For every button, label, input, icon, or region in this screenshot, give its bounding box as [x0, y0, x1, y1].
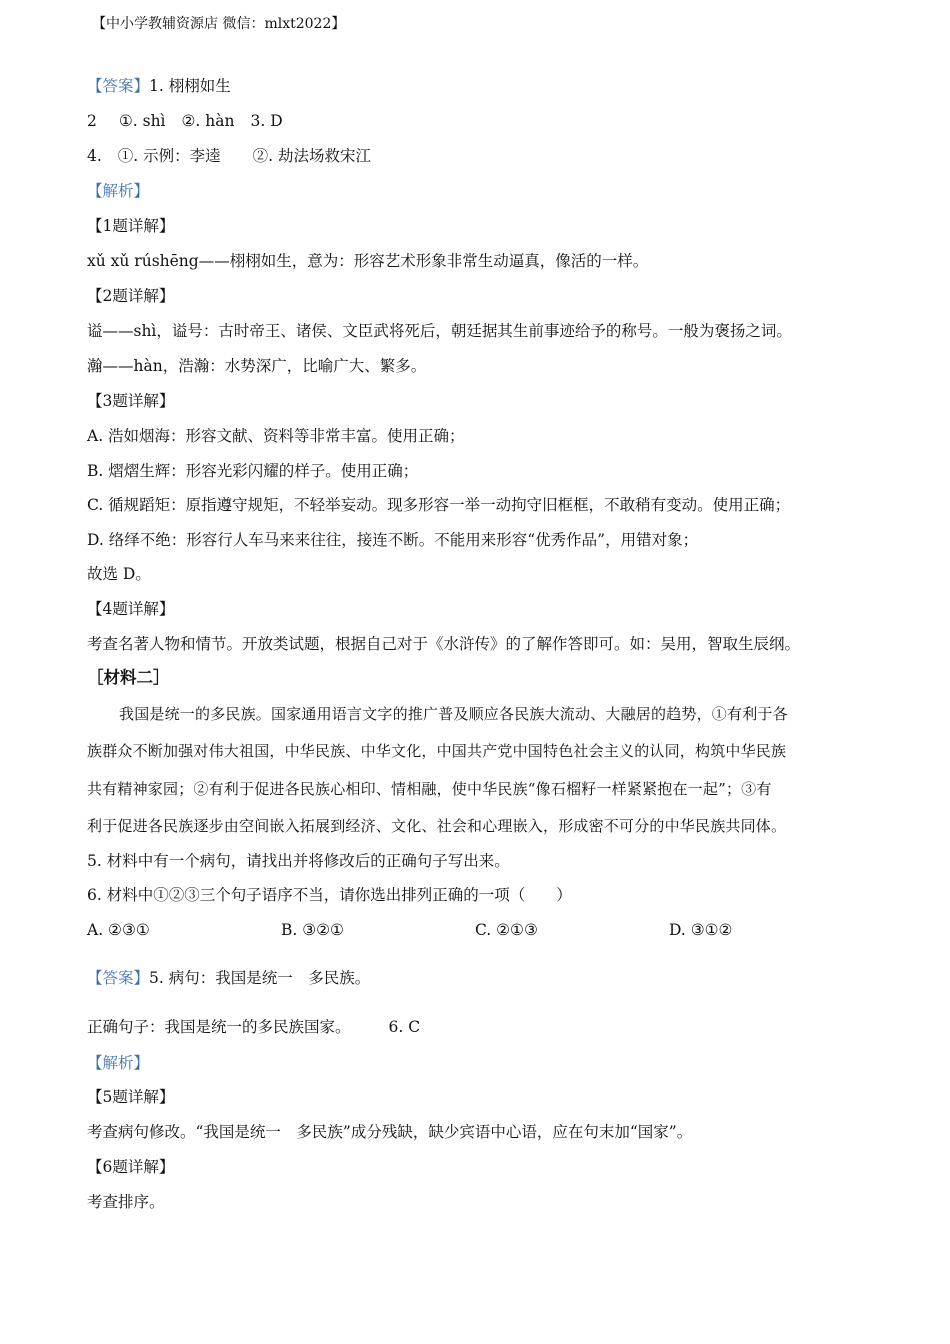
- q3-choice: 故选 D。: [87, 565, 151, 583]
- q2-title: 【2题详解】: [87, 287, 175, 305]
- answer-row-4: [87, 146, 371, 166]
- q3-option-a: A. 浩如烟海：形容文献、资料等非常丰富。使用正确；: [87, 427, 465, 445]
- q2-text-1: 谥——shì，谥号：古时帝王、诸侯、文臣武将死后，朝廷据其生前事迹给予的称号。一般为褒扬之词。: [87, 322, 792, 340]
- option-c: C. ②①③: [475, 921, 538, 939]
- answer-2b: ②. hàn: [181, 112, 235, 130]
- q6-title: 【6题详解】: [87, 1158, 175, 1176]
- answer-tag-2: 【答案】: [87, 969, 150, 987]
- question-6: 6. 材料中①②③三个句子语序不当，请你选出排列正确的一项（ ）: [87, 886, 572, 904]
- answer-tag: 【答案】: [87, 77, 150, 95]
- answer-4a: ①. 示例：李逵: [117, 147, 221, 165]
- q3-option-d: D. 络绎不绝：形容行人车马来来往往，接连不断。不能用来形容“优秀作品”，用错对象；: [87, 531, 699, 549]
- answer-6: 6. C: [388, 1018, 421, 1036]
- question-5: 5. 材料中有一个病句，请找出并将修改后的正确句子写出来。: [87, 852, 510, 870]
- answer-2-number: 2: [87, 112, 97, 130]
- material-line-4: 利于促进各民族逐步由空间嵌入拓展到经济、文化、社会和心理嵌入，形成密不可分的中华民族共同体。: [87, 817, 787, 835]
- page-header: 【中小学教辅资源店 微信：mlxt2022】: [92, 16, 346, 32]
- answer-4-number: 4.: [87, 147, 102, 165]
- analysis-tag-2: 【解析】: [87, 1054, 150, 1072]
- option-b: B. ③②①: [281, 921, 344, 939]
- q4-title: 【4题详解】: [87, 600, 175, 618]
- answer-row-2: [87, 111, 283, 131]
- q1-text: xǔ xǔ rúshēng——栩栩如生，意为：形容艺术形象非常生动逼真，像活的一样。: [87, 252, 649, 270]
- answer-4b: ②. 劫法场救宋江: [252, 147, 372, 165]
- answer-5: 5. 病句：我国是统一 多民族。: [149, 969, 371, 987]
- material-line-2: 族群众不断加强对伟大祖国，中华民族、中华文化，中国共产党中国特色社会主义的认同，构筑中华民族: [87, 742, 787, 760]
- answer-5-correct: 正确句子：我国是统一的多民族国家。: [87, 1018, 351, 1036]
- q3-option-c: C. 循规蹈矩：原指遵守规矩，不轻举妄动。现多形容一举一动拘守旧框框，不敢稍有变动。使用正确；: [87, 496, 791, 514]
- q2-text-2: 瀚——hàn，浩瀚：水势深广，比喻广大、繁多。: [87, 357, 427, 375]
- q5-text: 考查病句修改。“我国是统一 多民族”成分残缺，缺少宾语中心语，应在句末加“国家”。: [87, 1123, 693, 1141]
- answer-row-5b: [87, 1017, 420, 1037]
- answer-2a: ①. shì: [118, 112, 166, 130]
- q4-text: 考查名著人物和情节。开放类试题，根据自己对于《水浒传》的了解作答即可。如：吴用，智取生辰纲。: [87, 635, 801, 653]
- material-line-1: 我国是统一的多民族。国家通用语言文字的推广普及顺应各民族大流动、大融居的趋势，①有利于各: [119, 705, 788, 723]
- q3-title: 【3题详解】: [87, 392, 175, 410]
- answer-row-5: [87, 968, 370, 988]
- q6-text: 考查排序。: [87, 1193, 165, 1211]
- material-line-3: 共有精神家园；②有利于促进各民族心相印、情相融，使中华民族“像石榴籽一样紧紧抱在一起”；③有: [87, 780, 772, 798]
- option-a: A. ②③①: [87, 921, 150, 939]
- q3-option-b: B. 熠熠生辉：形容光彩闪耀的样子。使用正确；: [87, 462, 419, 480]
- answer-row-1: [87, 76, 231, 96]
- answer-3: 3. D: [250, 112, 283, 130]
- q1-title: 【1题详解】: [87, 217, 175, 235]
- analysis-tag-1: 【解析】: [87, 182, 150, 200]
- material-title: ［材料二］: [87, 668, 170, 687]
- q5-title: 【5题详解】: [87, 1088, 175, 1106]
- option-d: D. ③①②: [669, 921, 733, 939]
- answer-1: 1. 栩栩如生: [149, 77, 231, 95]
